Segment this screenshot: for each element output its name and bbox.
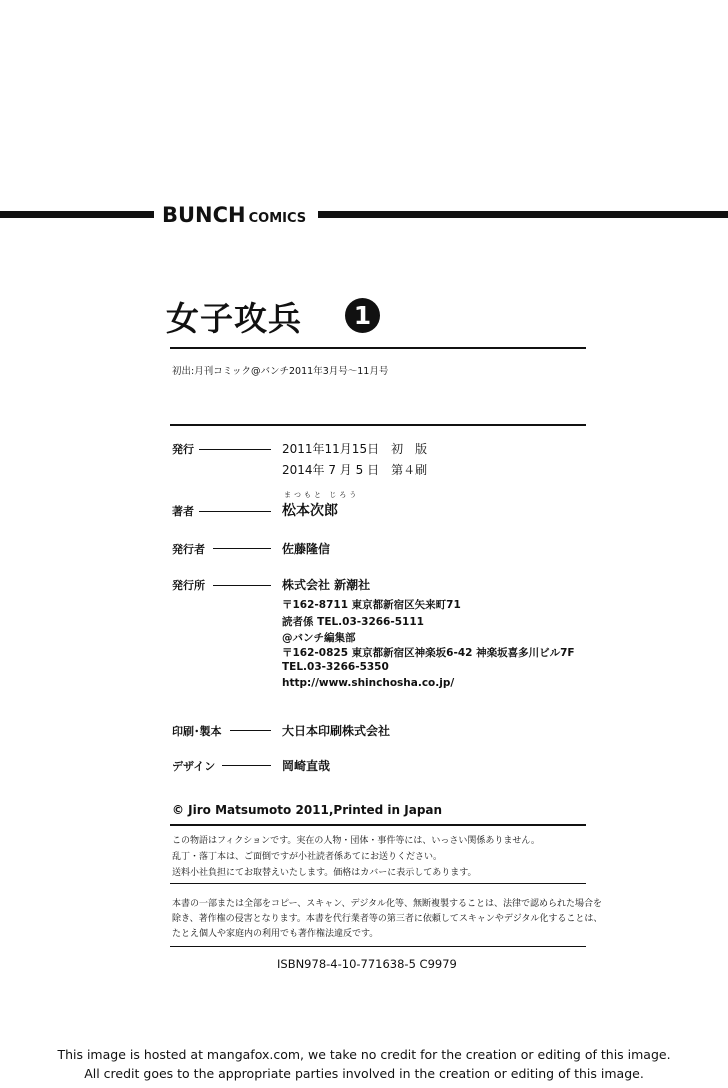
brand-bar-right: [318, 211, 728, 218]
isbn-rule: [170, 946, 586, 947]
published-date-1: 2011年11月15日 初 版: [282, 442, 428, 456]
print-value: 大日本印刷株式会社: [282, 724, 391, 738]
note-2-line-1: 本書の一部または全部をコピー、スキャン、デジタル化等、無断複製することは、法律で認められた場合を: [172, 899, 603, 909]
design-value: 岡崎直哉: [282, 759, 331, 773]
brand-sub: COMICS: [248, 211, 307, 226]
office-line-2: 〒162-8711 東京都新宿区矢来町71: [282, 599, 461, 611]
office-line-1: 株式会社 新潮社: [282, 578, 371, 592]
published-label: 発行: [172, 443, 194, 456]
office-label: 発行所: [172, 579, 205, 592]
brand-bar-left: [0, 211, 154, 218]
office-dash: [213, 585, 271, 586]
first-publication: 初出:月刊コミック@バンチ2011年3月号〜11月号: [172, 366, 389, 377]
brand-name: BUNCH: [162, 203, 246, 227]
note-2-line-3: たとえ個人や家庭内の利用でも著作権法違反です。: [172, 929, 379, 939]
note-1-line-1: この物語はフィクションです。実在の人物・団体・事件等には、いっさい関係ありません。: [172, 836, 540, 846]
brand-logo: [162, 203, 306, 227]
publisher-name: 佐藤隆信: [282, 542, 331, 556]
author-dash: [199, 511, 271, 512]
office-line-5: 〒162-0825 東京都新宿区神楽坂6-42 神楽坂喜多川ビル7F: [282, 647, 575, 659]
print-label: 印刷･製本: [172, 725, 222, 738]
copyright: © Jiro Matsumoto 2011,Printed in Japan: [172, 803, 443, 817]
author-label: 著者: [172, 505, 194, 518]
hosting-notice-2: All credit goes to the appropriate parties involved in the creation or editing of this image.: [84, 1066, 644, 1081]
published-dash: [199, 449, 271, 450]
copyright-rule: [170, 824, 586, 826]
note-1-line-2: 乱丁・落丁本は、ご面倒ですが小社読者係あてにお送りください。: [172, 852, 443, 862]
design-dash: [222, 765, 271, 766]
isbn: ISBN978-4-10-771638-5 C9979: [277, 957, 457, 971]
note-2-line-2: 除き、著作権の侵害となります。本書を代行業者等の第三者に依頼してスキャンやデジタル化することは、: [172, 914, 603, 924]
book-title: 女子攻兵: [166, 299, 302, 338]
publisher-label: 発行者: [172, 543, 205, 556]
publisher-dash: [213, 548, 271, 549]
hosting-notice-1: This image is hosted at mangafox.com, we take no credit for the creation or editing of this image.: [57, 1047, 671, 1062]
office-line-6: TEL.03-3266-5350: [282, 661, 389, 673]
note-1-line-3: 送料小社負担にてお取替えいたします。価格はカバーに表示してあります。: [172, 868, 477, 878]
office-line-3: 読者係 TEL.03-3266-5111: [282, 616, 424, 628]
office-line-4: @バンチ編集部: [282, 632, 356, 644]
office-url[interactable]: http://www.shinchosha.co.jp/: [282, 677, 455, 689]
credits-rule-top: [170, 424, 586, 426]
title-rule: [170, 347, 586, 349]
notes-rule: [170, 883, 586, 884]
author-ruby: まつもと じろう: [284, 491, 360, 499]
print-dash: [230, 730, 271, 731]
author-name: 松本次郎: [282, 503, 338, 519]
design-label: デザイン: [172, 760, 216, 773]
published-date-2: 2014年 7 月 5 日 第４刷: [282, 463, 428, 477]
volume-badge: 1: [345, 298, 380, 333]
